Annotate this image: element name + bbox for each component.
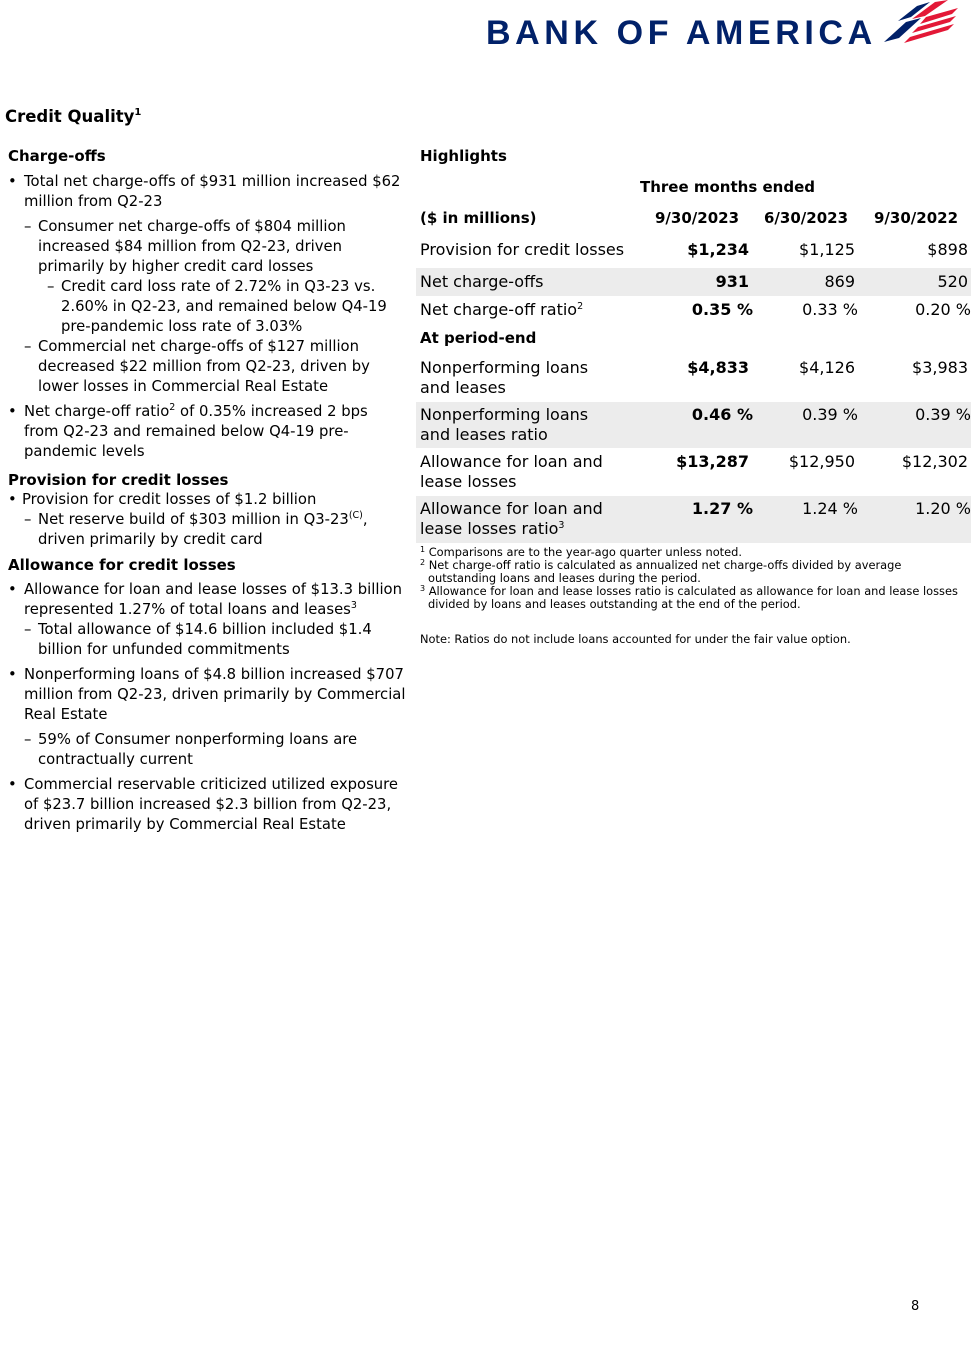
- value-prior-quarter: 0.33 %: [802, 300, 858, 319]
- value-current: 0.46 %: [691, 405, 753, 424]
- value-current: 1.27 %: [691, 499, 753, 518]
- row-label: Net charge-off ratio$^2$: [420, 300, 584, 319]
- value-prior-year: 1.20 %: [915, 499, 971, 518]
- row-label: Allowance for loan and lease losses ratio$^3$: [420, 499, 603, 538]
- value-prior-year: 0.20 %: [915, 300, 971, 319]
- footnote-3: $^3$ Allowance for loan and lease losses ratio is calculated as allowance for loan and lease losses: [420, 584, 958, 598]
- column-header: 9/30/2022: [874, 209, 959, 227]
- column-header: 6/30/2023: [764, 209, 849, 227]
- flag-icon: [880, 0, 960, 52]
- table-row: [416, 354, 971, 400]
- table-header-row: [416, 208, 971, 230]
- value-prior-year: 0.39 %: [915, 405, 971, 424]
- provision-heading: Provision for credit losses: [8, 471, 229, 489]
- footnote-1: $^1$ Comparisons are to the year-ago quarter unless noted.: [420, 545, 742, 559]
- value-prior-quarter: $1,125: [799, 240, 855, 259]
- table-row: [416, 297, 971, 323]
- consumer-nonperforming-dash: – 59% of Consumer nonperforming loans are contractually current: [8, 730, 406, 770]
- logo-wordmark: BANK OF AMERICA: [486, 14, 877, 52]
- section-label: At period-end: [420, 329, 537, 347]
- allowance-bullet-1: • Allowance for loan and lease losses of $13.3 billion represented 1.27% of total loans and leases$^3$: [8, 580, 406, 620]
- criticized-exposure-bullet: • Commercial reservable criticized utilized exposure of $23.7 billion increased $2.3 billion from Q2-23, driven primarily by Commercial Real Estate: [8, 775, 406, 835]
- table-row: [416, 402, 971, 448]
- footnote-3-cont: divided by loans and leases outstanding at the end of the period.: [428, 597, 801, 611]
- chargeoffs-commercial-dash: – Commercial net charge-offs of $127 million decreased $22 million from Q2-23, driven by lower losses in Commercial Real Estate: [8, 337, 406, 397]
- allowance-heading: Allowance for credit losses: [8, 556, 236, 574]
- value-prior-year: $898: [927, 240, 968, 259]
- page-number: 8: [911, 1299, 920, 1314]
- chargeoffs-consumer-dash: – Consumer net charge-offs of $804 million increased $84 million from Q2-23, driven primarily by higher credit card losses: [8, 217, 406, 277]
- value-prior-quarter: 869: [824, 272, 855, 291]
- period-header: Three months ended: [640, 178, 815, 196]
- ratio-note: Note: Ratios do not include loans accounted for under the fair value option.: [420, 632, 851, 646]
- chargeoff-ratio-bullet: • Net charge-off ratio$^2$ of 0.35% increased 2 bps from Q2-23 and remained below Q4-19 pre-pandemic levels: [8, 402, 406, 462]
- value-current: 0.35 %: [691, 300, 753, 319]
- footnote-2: $^2$ Net charge-off ratio is calculated as annualized net charge-offs divided by average: [420, 558, 902, 572]
- chargeoffs-heading: Charge-offs: [8, 147, 106, 165]
- value-prior-year: $3,983: [912, 358, 968, 377]
- row-label: Nonperforming loans and leases: [420, 358, 589, 397]
- footnotes: [420, 546, 968, 611]
- value-current: 931: [715, 272, 749, 291]
- value-prior-quarter: $4,126: [799, 358, 855, 377]
- table-row: [416, 449, 971, 495]
- chargeoffs-bullet-1: • Total net charge-offs of $931 million increased $62 million from Q2-23: [8, 172, 406, 212]
- reserve-build-dash: – Net reserve build of $303 million in $Q3-23^{(C)}$, driven primarily by credit card: [8, 510, 406, 550]
- credit-quality-commentary: [8, 146, 406, 835]
- bank-logo: [486, 0, 971, 62]
- highlights-title: Highlights: [420, 147, 507, 165]
- value-current: $13,287: [676, 452, 749, 471]
- value-current: $1,234: [687, 240, 749, 259]
- value-prior-year: 520: [937, 272, 968, 291]
- page-title: Credit Quality$^1$: [5, 107, 142, 126]
- nonperforming-bullet: • Nonperforming loans of $4.8 billion increased $707 million from Q2-23, driven primarily by Commercial Real Estate: [8, 665, 406, 725]
- table-section-row: [416, 325, 971, 351]
- row-label: Nonperforming loans and leases ratio: [420, 405, 589, 444]
- value-prior-year: $12,302: [901, 452, 968, 471]
- title-footnote-ref: 1: [134, 107, 142, 118]
- footnote-2-cont: outstanding loans and leases during the period.: [428, 571, 701, 585]
- row-label: Allowance for loan and lease losses: [420, 452, 603, 491]
- row-label: Net charge-offs: [420, 272, 544, 291]
- table-row: [416, 268, 971, 296]
- column-header: 9/30/2023: [655, 209, 740, 227]
- units-label: ($ in millions): [420, 209, 537, 227]
- table-row: [416, 235, 971, 267]
- provision-bullet-1: • Provision for credit losses of $1.2 billion: [8, 490, 406, 510]
- table-row: [416, 496, 971, 543]
- credit-card-loss-rate-dash: – Credit card loss rate of 2.72% in Q3-23 vs. 2.60% in Q2-23, and remained below Q4-19 pre-pandemic loss rate of 3.03%: [8, 277, 406, 337]
- value-prior-quarter: 0.39 %: [802, 405, 858, 424]
- value-prior-quarter: 1.24 %: [802, 499, 858, 518]
- value-current: $4,833: [687, 358, 749, 377]
- value-prior-quarter: $12,950: [788, 452, 855, 471]
- total-allowance-dash: – Total allowance of $14.6 billion included $1.4 billion for unfunded commitments: [8, 620, 406, 660]
- row-label: Provision for credit losses: [420, 240, 625, 259]
